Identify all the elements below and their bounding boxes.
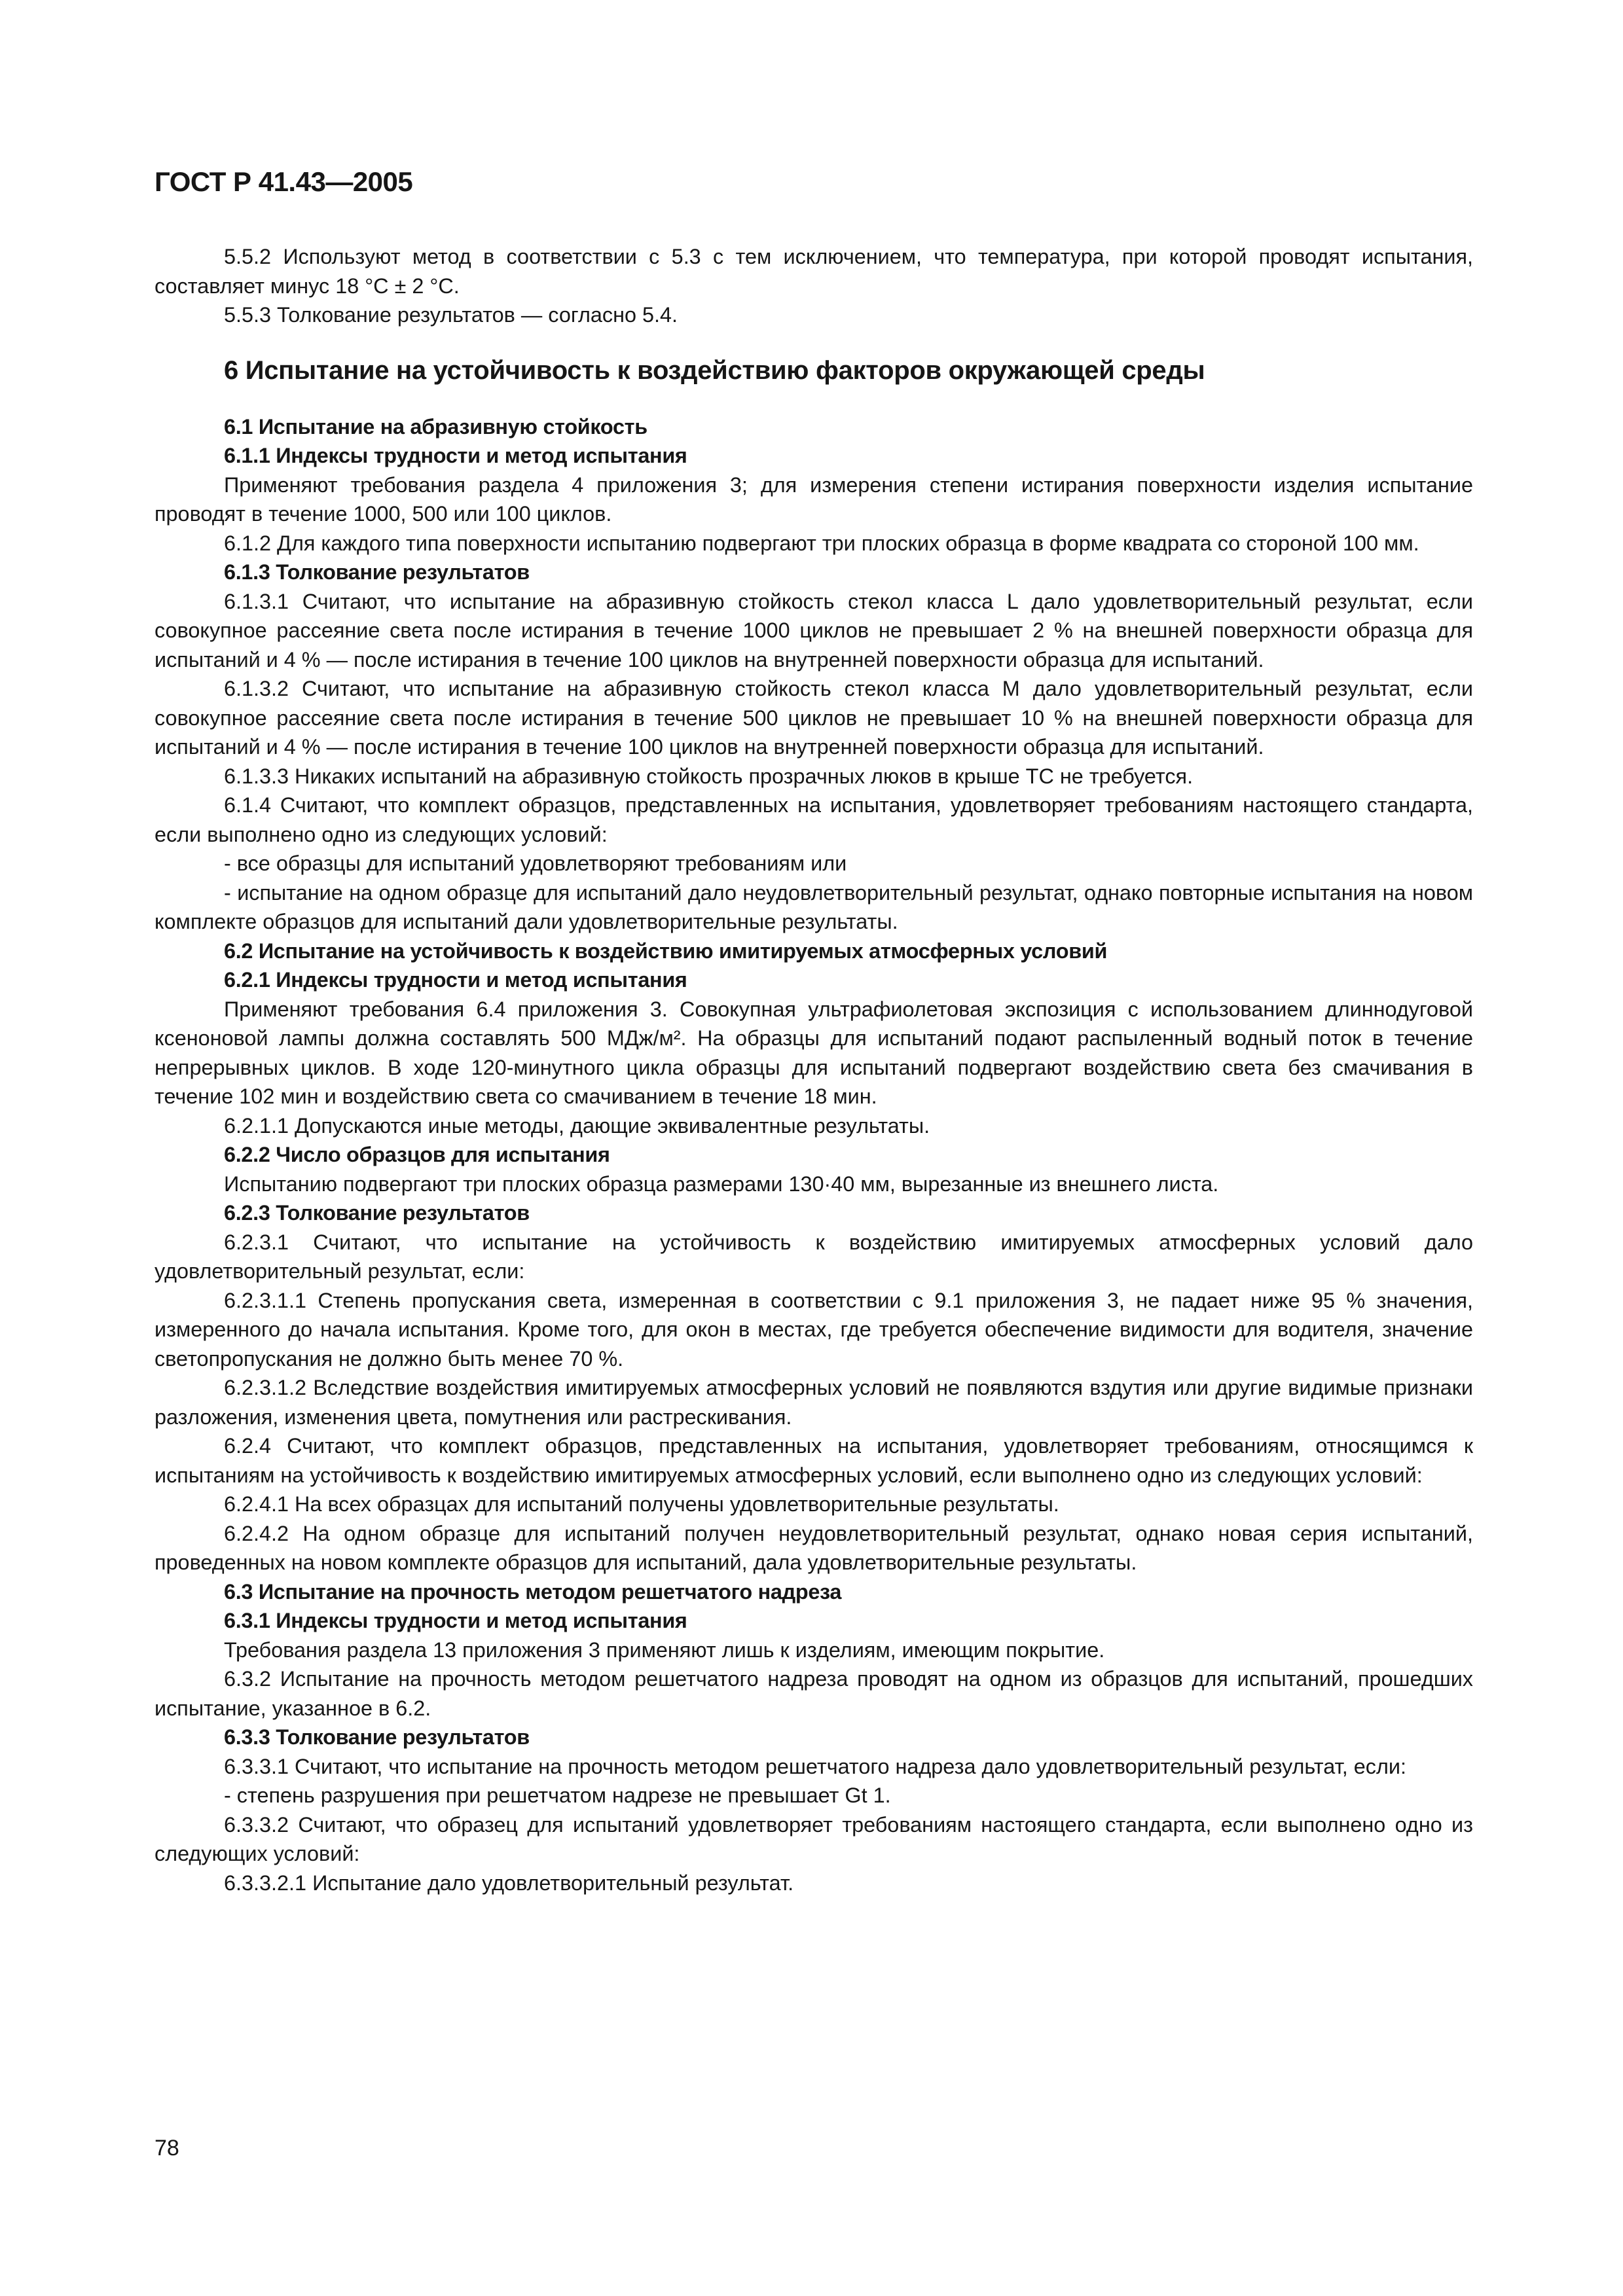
paragraph: - все образцы для испытаний удовлетворяют требованиям или: [224, 852, 847, 875]
paragraph: 6.1.3.1 Считают, что испытание на абразивную стойкость стекол класса L дало удовлетворительный результат, если совокупное рассеяние света после истирания в течение 1000 циклов не превышает 2 % на внешней поверхности образца для испытаний и 4 % — после истирания в течение 100 циклов на внутренней поверхности образца для испытаний.: [155, 589, 1473, 672]
paragraph: 6.3.3.2.1 Испытание дало удовлетворительный результат.: [224, 1871, 794, 1895]
paragraph: 6.3.2 Испытание на прочность методом решетчатого надреза проводят на одном из образцов для испытаний, прошедших испытание, указанное в 6.2.: [155, 1667, 1473, 1720]
paragraph: Испытанию подвергают три плоских образца размерами 130·40 мм, вырезанные из внешнего листа.: [224, 1172, 1219, 1196]
subsection-heading: 6.2.1 Индексы трудности и метод испытания: [224, 968, 687, 992]
paragraph: 6.2.3.1 Считают, что испытание на устойчивость к воздействию имитируемых атмосферных условий дало удовлетворительный результат, если:: [155, 1230, 1473, 1283]
document-code-header: ГОСТ Р 41.43—2005: [155, 166, 413, 197]
paragraph: 6.1.4 Считают, что комплект образцов, представленных на испытания, удовлетворяет требованиям настоящего стандарта, если выполнено одно из следующих условий:: [155, 793, 1473, 846]
paragraph: 6.2.3.1.2 Вследствие воздействия имитируемых атмосферных условий не появляются вздутия или другие видимые признаки разложения, изменения цвета, помутнения или растрескивания.: [155, 1376, 1473, 1429]
paragraph: 6.3.3.1 Считают, что испытание на прочность методом решетчатого надреза дало удовлетворительный результат, если:: [224, 1754, 1406, 1778]
paragraph: 5.5.2 Используют метод в соответствии с 5.3 с тем исключением, что температура, при которой проводят испытания, составляет минус 18 °С ± 2 °С.: [155, 245, 1473, 298]
subsection-heading: 6.1.1 Индексы трудности и метод испытания: [224, 444, 687, 467]
subsection-heading: 6.2.3 Толкование результатов: [224, 1201, 530, 1225]
subsection-heading: 6.1 Испытание на абразивную стойкость: [224, 414, 647, 439]
paragraph: Применяют требования раздела 4 приложения 3; для измерения степени истирания поверхности изделия испытание проводят в течение 1000, 500 или 100 циклов.: [155, 473, 1473, 526]
paragraph: 6.2.4.1 На всех образцах для испытаний получены удовлетворительные результаты.: [224, 1492, 1059, 1516]
paragraph: 6.2.4.2 На одном образце для испытаний получен неудовлетворительный результат, однако новая серия испытаний, проведенных на новом комплекте образцов для испытаний, дала удовлетворительные результаты.: [155, 1521, 1473, 1574]
subsection-heading: 6.3.1 Индексы трудности и метод испытания: [224, 1609, 687, 1632]
subsection-heading: 6.3 Испытание на прочность методом решетчатого надреза: [224, 1579, 842, 1604]
subsection-heading: 6.1.3 Толкование результатов: [224, 560, 530, 584]
section-heading: 6 Испытание на устойчивость к воздействию факторов окружающей среды: [224, 355, 1205, 385]
document-body: [155, 242, 1473, 1897]
paragraph: 6.1.3.2 Считают, что испытание на абразивную стойкость стекол класса М дало удовлетворительный результат, если совокупное рассеяние света после истирания в течение 500 циклов не превышает 10 % на внешней поверхности образца для испытаний и 4 % — после истирания в течение 100 циклов на внутренней поверхности образца для испытаний.: [155, 677, 1473, 759]
paragraph: Применяют требования 6.4 приложения 3. Совокупная ультрафиолетовая экспозиция с использованием длиннодуговой ксеноновой лампы должна составлять 500 МДж/м². На образцы для испытаний подают распыленный водный поток в течение непрерывных циклов. В ходе 120-минутного цикла образцы для испытаний подвергают воздействию света без смачивания в течение 102 мин и воздействию света со смачиванием в течение 18 мин.: [155, 997, 1473, 1108]
paragraph: 6.2.3.1.1 Степень пропускания света, измеренная в соответствии с 9.1 приложения 3, не падает ниже 95 % значения, измеренного до начала испытания. Кроме того, для окон в местах, где требуется обеспечение видимости для водителя, значение светопропускания не должно быть менее 70 %.: [155, 1288, 1473, 1371]
paragraph: - степень разрушения при решетчатом надрезе не превышает Gt 1.: [224, 1784, 891, 1807]
paragraph: Требования раздела 13 приложения 3 применяют лишь к изделиям, имеющим покрытие.: [224, 1638, 1105, 1662]
subsection-heading: 6.2 Испытание на устойчивость к воздействию имитируемых атмосферных условий: [224, 939, 1108, 963]
paragraph: - испытание на одном образце для испытаний дало неудовлетворительный результат, однако повторные испытания на новом комплекте образцов для испытаний дали удовлетворительные результаты.: [155, 880, 1473, 933]
paragraph: 5.5.3 Толкование результатов — согласно 5.4.: [224, 303, 678, 327]
paragraph: 6.2.4 Считают, что комплект образцов, представленных на испытания, удовлетворяет требованиям, относящимся к испытаниям на устойчивость к воздействию имитируемых атмосферных условий, если выполнено одно из следующих условий:: [155, 1434, 1473, 1487]
paragraph: 6.1.3.3 Никаких испытаний на абразивную стойкость прозрачных люков в крыше ТС не требуется.: [224, 764, 1194, 788]
subsection-heading: 6.3.3 Толкование результатов: [224, 1725, 530, 1749]
paragraph: 6.1.2 Для каждого типа поверхности испытанию подвергают три плоских образца в форме квадрата со стороной 100 мм.: [224, 531, 1419, 555]
page-number: 78: [155, 2136, 179, 2161]
paragraph: 6.3.3.2 Считают, что образец для испытаний удовлетворяет требованиям настоящего стандарта, если выполнено одно из следующих условий:: [155, 1812, 1473, 1865]
paragraph: 6.2.1.1 Допускаются иные методы, дающие эквивалентные результаты.: [224, 1113, 930, 1138]
subsection-heading: 6.2.2 Число образцов для испытания: [224, 1143, 610, 1166]
